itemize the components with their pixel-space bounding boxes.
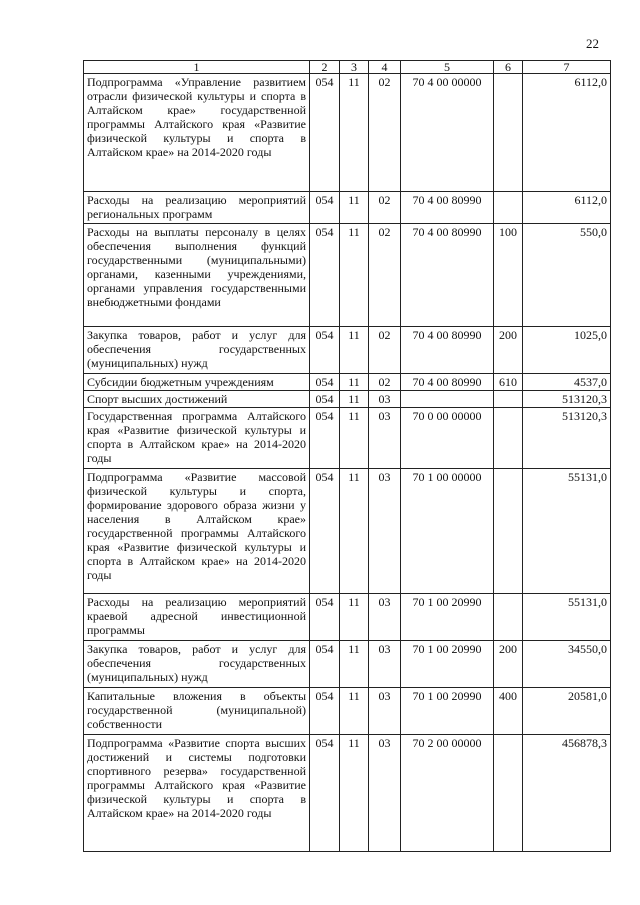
subsection-code: 03 bbox=[369, 594, 401, 641]
amount-value: 55131,0 bbox=[523, 594, 611, 641]
expense-type-code bbox=[494, 74, 523, 192]
table-row bbox=[84, 408, 611, 469]
ministry-code: 054 bbox=[310, 74, 340, 192]
row-name: Закупка товаров, работ и услуг для обеспечения государственных (муниципальных) нужд bbox=[84, 327, 310, 374]
row-name: Спорт высших достижений bbox=[84, 391, 310, 408]
amount-value: 456878,3 bbox=[523, 735, 611, 852]
target-article-code: 70 4 00 80990 bbox=[401, 192, 494, 224]
target-article-code: 70 0 00 00000 bbox=[401, 408, 494, 469]
expense-type-code bbox=[494, 594, 523, 641]
amount-value: 4537,0 bbox=[523, 374, 611, 391]
section-code: 11 bbox=[340, 74, 369, 192]
ministry-code: 054 bbox=[310, 224, 340, 327]
target-article-code: 70 4 00 80990 bbox=[401, 374, 494, 391]
amount-value: 6112,0 bbox=[523, 192, 611, 224]
column-header: 7 bbox=[523, 61, 611, 74]
target-article-code bbox=[401, 391, 494, 408]
target-article-code: 70 1 00 00000 bbox=[401, 469, 494, 594]
table-row bbox=[84, 641, 611, 688]
expense-type-code bbox=[494, 192, 523, 224]
expense-type-code bbox=[494, 469, 523, 594]
row-name: Подпрограмма «Развитие массовой физической культуры и спорта, формирование здорового образа жизни у населения в Алтайском крае» государственной программы Алтайского края «Развитие физической культуры и спорта в Алтайском крае» на 2014-2020 годы bbox=[84, 469, 310, 594]
expense-type-code bbox=[494, 391, 523, 408]
row-name: Подпрограмма «Управление развитием отрасли физической культуры и спорта в Алтайском крае» государственной программы Алтайского края «Развитие физической культуры и спорта в Алтайском крае» на 2014-2020 годы bbox=[84, 74, 310, 192]
section-code: 11 bbox=[340, 374, 369, 391]
column-header: 5 bbox=[401, 61, 494, 74]
page-number: 22 bbox=[586, 36, 599, 51]
table-row bbox=[84, 594, 611, 641]
column-header: 2 bbox=[310, 61, 340, 74]
section-code: 11 bbox=[340, 224, 369, 327]
target-article-code: 70 1 00 20990 bbox=[401, 688, 494, 735]
section-code: 11 bbox=[340, 688, 369, 735]
subsection-code: 02 bbox=[369, 192, 401, 224]
subsection-code: 02 bbox=[369, 374, 401, 391]
column-header: 3 bbox=[340, 61, 369, 74]
section-code: 11 bbox=[340, 391, 369, 408]
expense-type-code: 610 bbox=[494, 374, 523, 391]
ministry-code: 054 bbox=[310, 469, 340, 594]
target-article-code: 70 1 00 20990 bbox=[401, 641, 494, 688]
subsection-code: 02 bbox=[369, 74, 401, 192]
table-row bbox=[84, 735, 611, 852]
ministry-code: 054 bbox=[310, 374, 340, 391]
ministry-code: 054 bbox=[310, 327, 340, 374]
subsection-code: 02 bbox=[369, 327, 401, 374]
subsection-code: 03 bbox=[369, 408, 401, 469]
ministry-code: 054 bbox=[310, 192, 340, 224]
section-code: 11 bbox=[340, 735, 369, 852]
subsection-code: 02 bbox=[369, 224, 401, 327]
amount-value: 513120,3 bbox=[523, 391, 611, 408]
table-row bbox=[84, 391, 611, 408]
subsection-code: 03 bbox=[369, 641, 401, 688]
section-code: 11 bbox=[340, 327, 369, 374]
column-header: 1 bbox=[84, 61, 310, 74]
row-name: Государственная программа Алтайского края «Развитие физической культуры и спорта в Алтайском крае» на 2014-2020 годы bbox=[84, 408, 310, 469]
budget-table bbox=[83, 60, 611, 852]
amount-value: 6112,0 bbox=[523, 74, 611, 192]
ministry-code: 054 bbox=[310, 408, 340, 469]
target-article-code: 70 4 00 00000 bbox=[401, 74, 494, 192]
ministry-code: 054 bbox=[310, 735, 340, 852]
table-row bbox=[84, 688, 611, 735]
target-article-code: 70 4 00 80990 bbox=[401, 224, 494, 327]
section-code: 11 bbox=[340, 408, 369, 469]
table-row bbox=[84, 374, 611, 391]
expense-type-code: 400 bbox=[494, 688, 523, 735]
subsection-code: 03 bbox=[369, 391, 401, 408]
table-row bbox=[84, 224, 611, 327]
table-row bbox=[84, 192, 611, 224]
target-article-code: 70 1 00 20990 bbox=[401, 594, 494, 641]
row-name: Расходы на реализацию мероприятий краевой адресной инвестиционной программы bbox=[84, 594, 310, 641]
amount-value: 20581,0 bbox=[523, 688, 611, 735]
subsection-code: 03 bbox=[369, 688, 401, 735]
target-article-code: 70 4 00 80990 bbox=[401, 327, 494, 374]
amount-value: 34550,0 bbox=[523, 641, 611, 688]
amount-value: 55131,0 bbox=[523, 469, 611, 594]
table-row bbox=[84, 469, 611, 594]
section-code: 11 bbox=[340, 641, 369, 688]
row-name: Подпрограмма «Развитие спорта высших достижений и системы подготовки спортивного резерва» государственной программы Алтайского края «Развитие физической культуры и спорта в Алтайском крае» на 2014-2020 годы bbox=[84, 735, 310, 852]
amount-value: 550,0 bbox=[523, 224, 611, 327]
section-code: 11 bbox=[340, 192, 369, 224]
ministry-code: 054 bbox=[310, 641, 340, 688]
subsection-code: 03 bbox=[369, 735, 401, 852]
amount-value: 513120,3 bbox=[523, 408, 611, 469]
subsection-code: 03 bbox=[369, 469, 401, 594]
expense-type-code: 100 bbox=[494, 224, 523, 327]
table-row bbox=[84, 327, 611, 374]
amount-value: 1025,0 bbox=[523, 327, 611, 374]
table-header-row bbox=[84, 61, 611, 74]
row-name: Капитальные вложения в объекты государственной (муниципальной) собственности bbox=[84, 688, 310, 735]
expense-type-code bbox=[494, 408, 523, 469]
row-name: Расходы на выплаты персоналу в целях обеспечения выполнения функций государственными (муниципальными) органами, казенными учреждениями, органами управления государственными внебюджетными фондами bbox=[84, 224, 310, 327]
section-code: 11 bbox=[340, 469, 369, 594]
expense-type-code: 200 bbox=[494, 641, 523, 688]
ministry-code: 054 bbox=[310, 391, 340, 408]
table-row bbox=[84, 74, 611, 192]
column-header: 6 bbox=[494, 61, 523, 74]
expense-type-code: 200 bbox=[494, 327, 523, 374]
expense-type-code bbox=[494, 735, 523, 852]
row-name: Расходы на реализацию мероприятий региональных программ bbox=[84, 192, 310, 224]
column-header: 4 bbox=[369, 61, 401, 74]
row-name: Закупка товаров, работ и услуг для обеспечения государственных (муниципальных) нужд bbox=[84, 641, 310, 688]
row-name: Субсидии бюджетным учреждениям bbox=[84, 374, 310, 391]
target-article-code: 70 2 00 00000 bbox=[401, 735, 494, 852]
ministry-code: 054 bbox=[310, 594, 340, 641]
section-code: 11 bbox=[340, 594, 369, 641]
ministry-code: 054 bbox=[310, 688, 340, 735]
